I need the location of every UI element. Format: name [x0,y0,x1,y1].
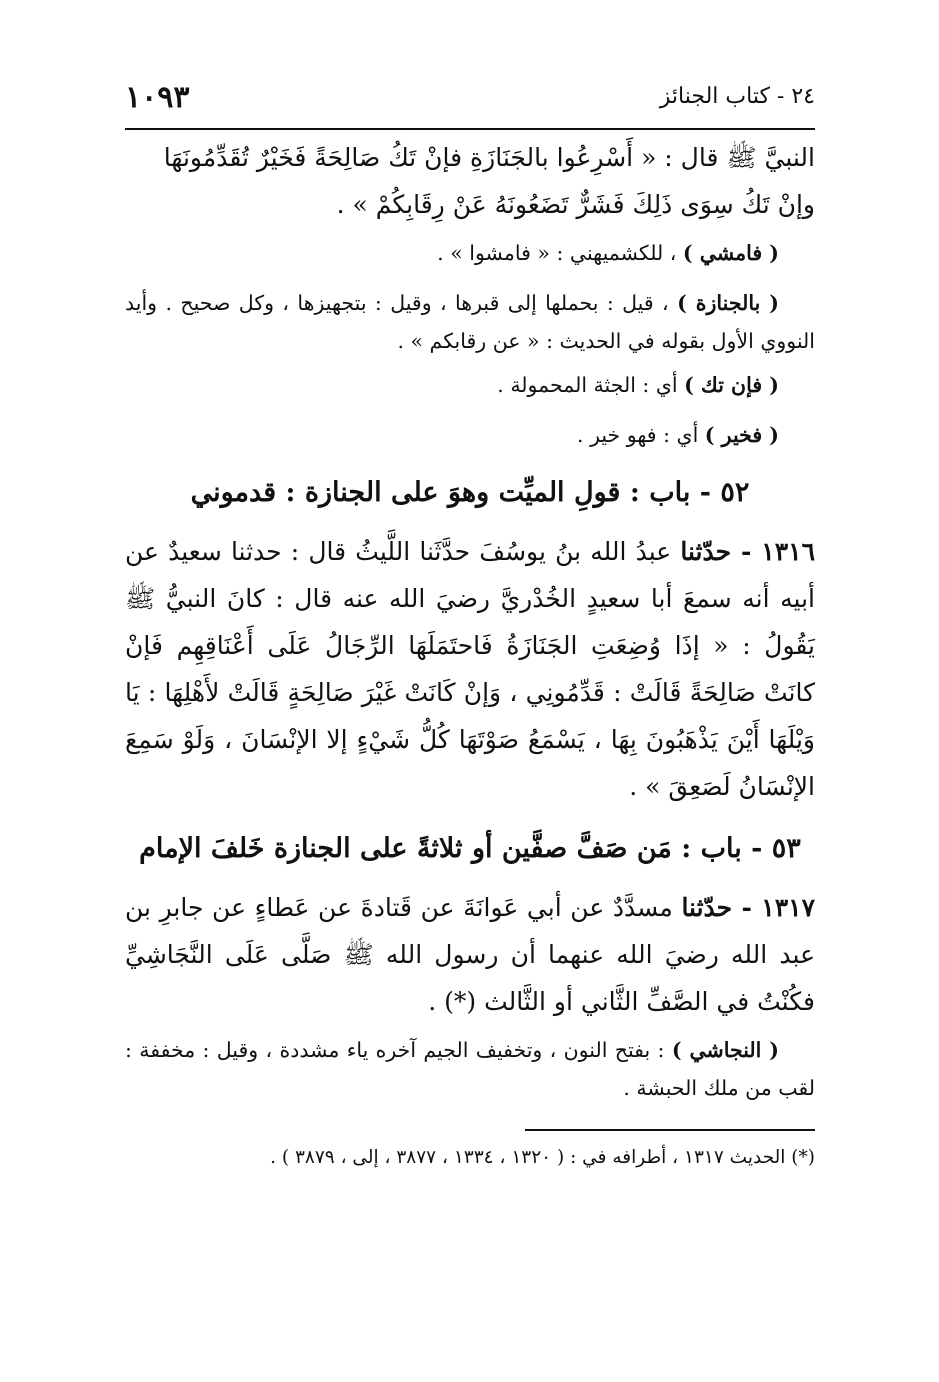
chapter-heading-52: ٥٢ - باب : قولِ الميِّت وهوَ على الجنازة : قدموني [190,477,750,508]
commentary-note-famshi [125,234,815,272]
note-keyword: ( فامشي ) [682,241,779,265]
hadith-1317 [125,884,815,1025]
chapter-title: ٢٤ - كتاب الجنائز [659,84,815,109]
note-text: ، قيل : بحملها إلى قبرها ، وقيل : بتجهيزها ، وكل صحيح . وأيد النووي الأول بقوله في الحديث : « عن رقابكم » . [125,291,815,353]
footnote-divider [525,1129,815,1131]
note-text: أي : الجثة المحمولة . [497,373,685,397]
hadith-text: عبدُ الله بنُ يوسُفَ حدَّثَنا اللَّيثُ قال : حدثنا سعيدٌ عن أبيه أنه سمعَ أبا سعيدٍ الخُدْريَّ رضيَ الله عنه قال : كانَ النبيُّ ﷺ يَقُولُ : « إذَا وُضِعَتِ الجَنَازَةُ فَاحتَمَلَهَا الرِّجَالُ عَلَى أَعْنَاقِهِم فَإنْ كانَتْ صَالِحَةً قَالَتْ : قَدِّمُونِي ، وَإنْ كَانَتْ غَيْرَ صَالِحَةٍ قَالَتْ لأَهْلِهَا : يَا وَيْلَهَا أَيْنَ يَذْهَبُونَ بِهَا ، يَسْمَعُ صَوْتَهَا كُلُّ شَيْءٍ إلا الإنْسَانَ ، وَلَوْ سَمِعَ الإنْسَانُ لَصَعِقَ » . [125,537,815,801]
footnote: (*) الحديث ١٣١٧ ، أطرافه في : ( ١٣٢٠ ، ١٣٣٤ ، ٣٨٧٧ ، إلى ، ٣٨٧٩ ) . [270,1147,815,1168]
chapter-heading-53: ٥٣ - باب : مَن صَفَّ صفَّين أو ثلاثةً على الجنازة خَلفَ الإمام [139,833,801,864]
note-keyword: ( النجاشي ) [671,1038,779,1062]
note-keyword: ( فإن تك ) [684,373,779,397]
hadith-number: ١٣١٦ - حدّثنا [680,537,815,566]
book-page [125,80,815,1175]
hadith-text: مسدَّدٌ عن أبي عَوانَةَ عن قَتادةَ عن عَطاءٍ عن جابرِ بن عبد الله رضيَ الله عنهما أن رسول الله ﷺ صَلَّى عَلَى النَّجَاشِيِّ فكُنْتُ في الصَّفِّ الثَّاني أو الثَّالث (*) . [125,893,815,1016]
hadith-1316 [125,528,815,810]
commentary-note-najashi [125,1031,815,1107]
hadith-continuation [125,134,815,228]
note-keyword: ( بالجنازة ) [677,291,779,315]
page-number: ١٠٩٣ [125,80,190,115]
hadith-continuation-line-1: النبيَّ ﷺ قال : « أَسْرِعُوا بالجَنَازَةِ فإنْ تَكُ صَالِحَةً فَخَيْرٌ تُقَدِّمُونَهَا [163,143,815,172]
commentary-note-fakhair [125,416,815,454]
running-header [125,80,815,130]
hadith-continuation-line-2: وإنْ تَكُ سِوَى ذَلِكَ فَشَرٌّ تَضَعُونَهُ عَنْ رِقَابِكُمْ » . [336,190,815,219]
hadith-number: ١٣١٧ - حدّثنا [681,893,815,922]
note-text: ، للكشميهني : « فامشوا » . [437,241,683,265]
commentary-note-biljanaza [125,284,815,360]
note-text: أي : فهو خير . [577,423,705,447]
commentary-note-fa-in-tak [125,366,815,404]
note-text: : بفتح النون ، وتخفيف الجيم آخره ياء مشددة ، وقيل : مخففة : لقب من ملك الحبشة . [125,1038,815,1100]
note-keyword: ( فخير ) [704,423,779,447]
